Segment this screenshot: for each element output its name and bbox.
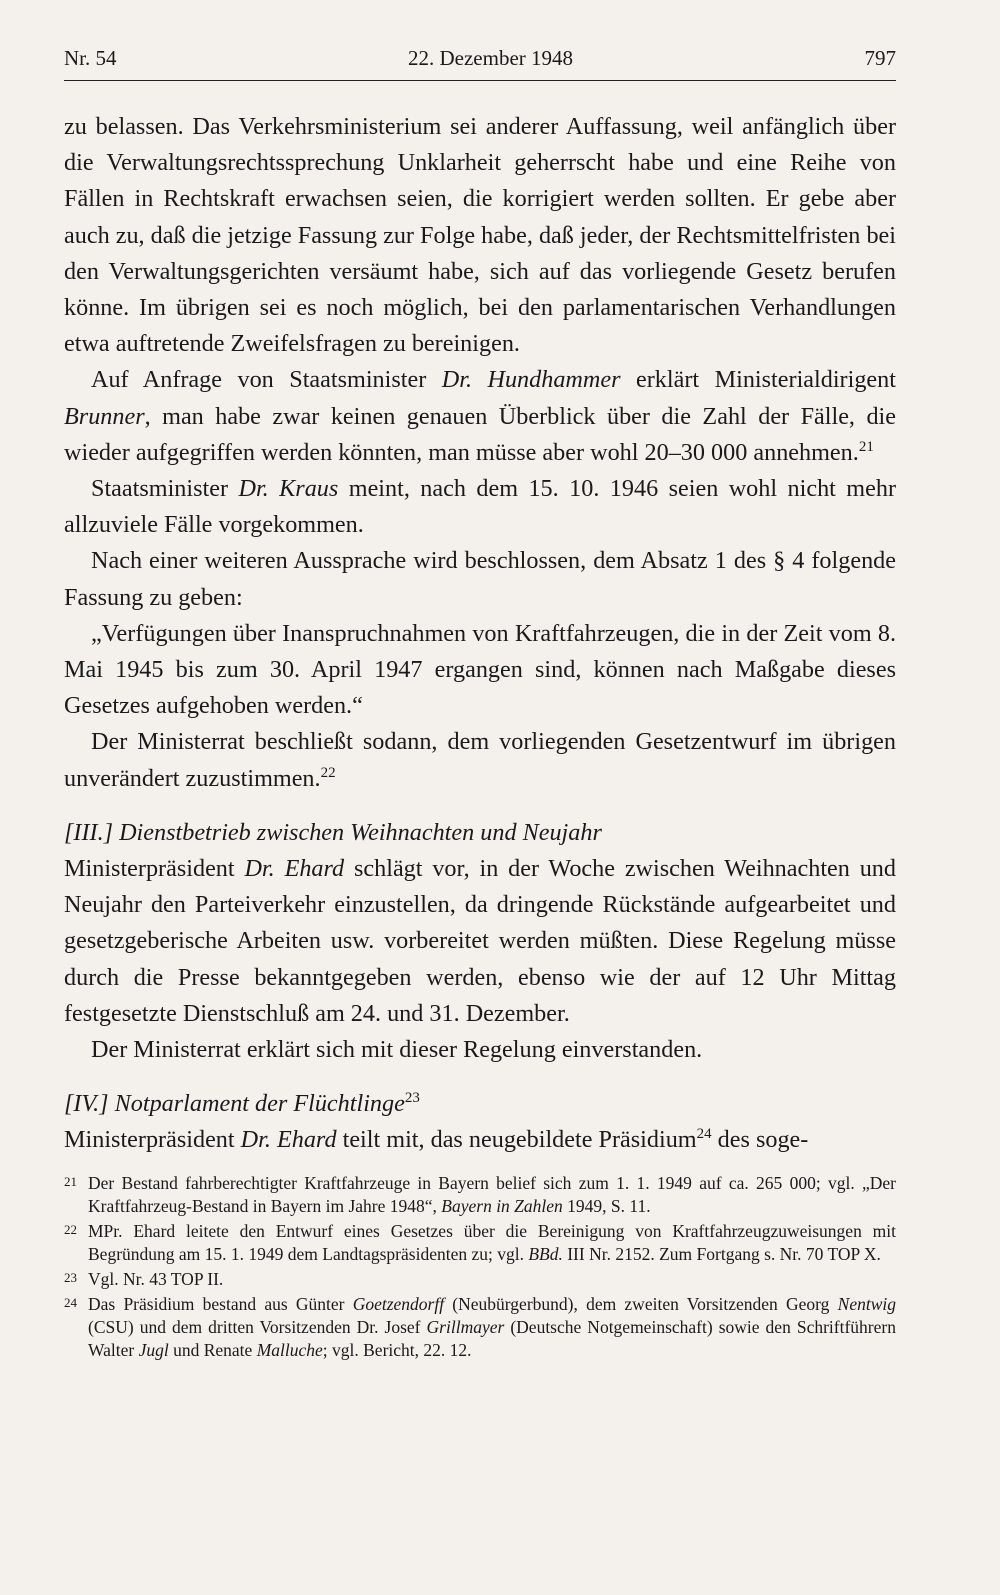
footnote-text <box>88 1172 896 1218</box>
page <box>64 44 896 1159</box>
paragraph <box>64 724 896 796</box>
publication-title: BBd. <box>528 1244 563 1264</box>
text-run: schlägt vor, in der Woche zwischen Weihnachten und Neujahr den Parteiverkehr einzustellen, da dringende Rückstände aufgearbeitet und gesetzgeberische Arbeiten usw. vorbereitet werden müßten. Diese Regelung müsse durch die Presse bekanntgegeben werden, ebenso wie der auf 12 Uhr Mittag festgesetzte Dienstschluß am 24. und 31. Dezember. <box>64 855 896 1027</box>
paragraph: zu belassen. Das Verkehrsministerium sei anderer Auffassung, weil anfänglich über die Verwaltungsrechtssprechung Unklarheit geherrscht habe und eine Reihe von Fällen in Rechtskraft erwachsen seien, die korrigiert werden sollten. Er gebe aber auch zu, daß die jetzige Fassung zur Folge habe, daß jeder, der Rechtsmittelfristen bei den Verwaltungsgerichten versäumt habe, sich auf das vorliegende Gesetz berufen könne. Im übrigen sei es noch möglich, bei den parlamentarischen Verhandlungen etwa auftretende Zweifelsfragen zu bereinigen. <box>64 113 896 358</box>
footnote-number: 22 <box>64 1222 77 1237</box>
publication-title: Bayern in Zahlen <box>441 1196 563 1216</box>
title-abbr: Dr. <box>441 366 473 394</box>
paragraph <box>64 1122 896 1158</box>
text-run: 1949, S. 11. <box>562 1196 651 1216</box>
text-run: Der Bestand fahrberechtigter Kraftfahrzeuge in Bayern belief sich zum 1. 1. 1949 auf ca. 265 000; vgl. „Der Kraftfahrzeug-Bestand in Bayern im Jahre 1948“, <box>88 1173 896 1216</box>
paragraph <box>64 851 896 1032</box>
text-run: teilt mit, das neugebildete Präsidium <box>336 1126 697 1154</box>
footnote-ref: 21 <box>858 438 874 455</box>
paragraph: Der Ministerrat erklärt sich mit dieser Regelung einverstanden. <box>91 1036 703 1064</box>
text-run: Ministerpräsident <box>64 1126 241 1154</box>
footnotes <box>64 1172 896 1364</box>
footnote-text <box>88 1293 896 1362</box>
heading-text: [IV.] Notparlament der Flüchtlinge <box>64 1090 405 1118</box>
person-name: Goetzendorff <box>352 1294 445 1314</box>
person-name: Grillmayer <box>426 1317 505 1337</box>
text-run: Staatsminister <box>91 475 239 503</box>
text-run: meint, nach dem 15. 10. 1946 seien wohl nicht mehr allzuviele Fälle vorgekommen. <box>64 475 897 539</box>
text-run: (CSU) und dem dritten Vorsitzenden Dr. Josef <box>88 1317 427 1337</box>
text-run: Das Präsidium bestand aus Günter <box>88 1294 353 1314</box>
text-run: des soge- <box>711 1126 809 1154</box>
person-name: Nentwig <box>837 1294 896 1314</box>
text-run: Ministerpräsident <box>64 855 245 883</box>
text-run: Der Ministerrat beschließt sodann, dem vorliegenden Gesetzentwurf im übrigen unverändert zuzustimmen. <box>64 728 896 792</box>
text-run: III Nr. 2152. Zum Fortgang s. Nr. 70 TOP X. <box>562 1244 881 1264</box>
title-abbr: Dr. <box>240 1126 271 1154</box>
person-name: Ehard <box>284 855 345 883</box>
person-name: Ehard <box>276 1126 337 1154</box>
footnote <box>64 1268 896 1291</box>
text-run: MPr. Ehard leitete den Entwurf eines Gesetzes über die Bereinigung von Kraftfahrzeugzuweisungen mit Begründung am 15. 1. 1949 dem Landtagspräsidenten zu; vgl. <box>88 1221 896 1264</box>
footnote-number: 24 <box>64 1295 77 1310</box>
footnote-ref: 22 <box>320 764 336 781</box>
footnote-text: Vgl. Nr. 43 TOP II. <box>88 1269 224 1289</box>
text-run: und Renate <box>168 1340 257 1360</box>
person-name: Hundhammer <box>487 366 621 394</box>
person-name: Malluche <box>256 1340 323 1360</box>
footnote <box>64 1172 896 1218</box>
paragraph <box>64 362 896 471</box>
person-name: Brunner <box>64 402 145 430</box>
section-heading: [III.] Dienstbetrieb zwischen Weihnachten und Neujahr <box>64 818 602 846</box>
footnote-text <box>88 1220 896 1266</box>
text-run: (Neubürgerbund), dem zweiten Vorsitzenden Georg <box>444 1294 838 1314</box>
person-name: Kraus <box>279 475 339 503</box>
running-header <box>64 44 896 81</box>
footnote-ref: 23 <box>404 1090 420 1107</box>
paragraph: Nach einer weiteren Aussprache wird beschlossen, dem Absatz 1 des § 4 folgende Fassung zu geben: <box>64 547 896 611</box>
text-run: ; vgl. Bericht, 22. 12. <box>322 1340 472 1360</box>
title-abbr: Dr. <box>238 475 269 503</box>
header-date: 22. Dezember 1948 <box>407 46 574 70</box>
paragraph <box>64 471 896 543</box>
main-text <box>64 109 896 1159</box>
person-name: Jugl <box>138 1340 169 1360</box>
title-abbr: Dr. <box>244 855 275 883</box>
footnote-number: 23 <box>64 1270 77 1285</box>
footnote <box>64 1293 896 1362</box>
footnote-ref: 24 <box>696 1126 712 1143</box>
document-number: Nr. 54 <box>64 46 117 70</box>
footnote-number: 21 <box>64 1174 77 1189</box>
text-run: , man habe zwar keinen genauen Überblick über die Zahl der Fälle, die wieder aufgegriffen werden könnten, man müsse aber wohl 20–30 000 annehmen. <box>64 402 896 466</box>
text-run: Auf Anfrage von Staatsminister <box>91 366 442 394</box>
page-number: 797 <box>864 46 896 70</box>
text-run: (Deutsche Notgemeinschaft) sowie den Schriftführern Walter <box>88 1317 896 1360</box>
section-heading <box>64 1086 896 1122</box>
text-run: erklärt Ministerialdirigent <box>620 366 896 394</box>
quotation: „Verfügungen über Inanspruchnahmen von Kraftfahrzeugen, die in der Zeit vom 8. Mai 1945 bis zum 30. April 1947 ergangen sind, können nach Maßgabe dieses Gesetzes aufgehoben werden.“ <box>64 619 896 720</box>
footnote <box>64 1220 896 1266</box>
